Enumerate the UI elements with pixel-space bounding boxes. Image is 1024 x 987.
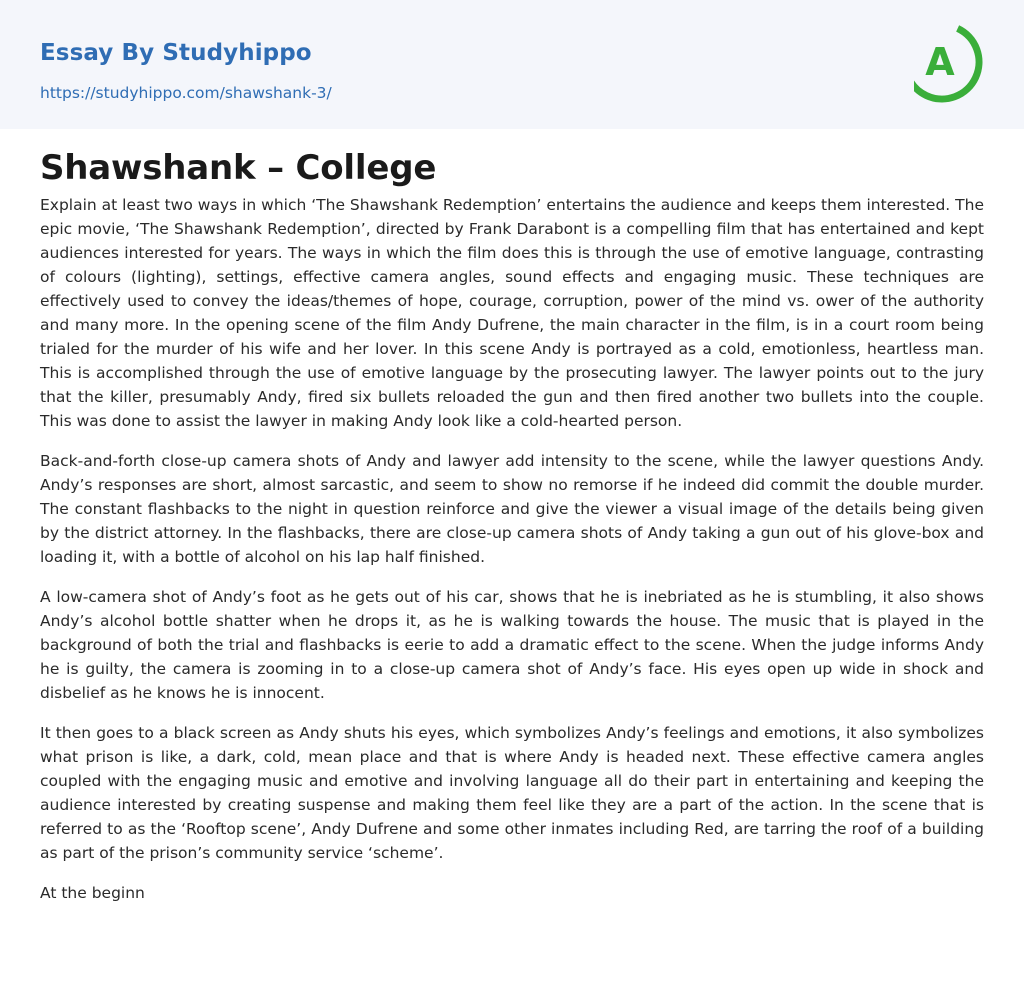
brand-title[interactable]: Essay By Studyhippo [40, 40, 312, 66]
essay-url-link[interactable]: https://studyhippo.com/shawshank-3/ [40, 84, 332, 102]
article-paragraph: A low-camera shot of Andy’s foot as he gets out of his car, shows that he is inebriated as he is stumbling, it also shows Andy’s alcohol bottle shatter when he drops it, as he is walking towards the house. The music that is played in the background of both the trial and flashbacks is eerie to add a dramatic effect to the scene. When the judge informs Andy he is guilty, the camera is zooming in to a close-up camera shot of Andy’s face. His eyes open up wide in shock and disbelief as he knows he is innocent. [40, 588, 984, 702]
page-title: Shawshank – College [40, 148, 437, 188]
studyhippo-logo-icon[interactable] [914, 20, 984, 104]
article-paragraph: It then goes to a black screen as Andy shuts his eyes, which symbolizes Andy’s feelings and emotions, it also symbolizes what prison is like, a dark, cold, mean place and that is where Andy is headed next. These effective camera angles coupled with the engaging music and emotive and involving language all do their part in entertaining and keeping the audience interested by creating suspense and making them feel like they are a part of the action. In the scene that is referred to as the ‘Rooftop scene’, Andy Dufrene and some other inmates including Red, are tarring the roof of a building as part of the prison’s community service ‘scheme’. [40, 724, 984, 862]
article-content [0, 129, 1024, 905]
site-header [0, 0, 1024, 129]
article-paragraph: Back-and-forth close-up camera shots of Andy and lawyer add intensity to the scene, while the lawyer questions Andy. Andy’s responses are short, almost sarcastic, and seem to show no remorse if he indeed did commit the double murder. The constant flashbacks to the night in question reinforce and give the viewer a visual image of the details being given by the district attorney. In the flashbacks, there are close-up camera shots of Andy taking a gun out of his glove-box and loading it, with a bottle of alcohol on his lap half finished. [40, 452, 984, 566]
article-paragraph-truncated: At the beginn [40, 884, 145, 902]
article-paragraph: Explain at least two ways in which ‘The Shawshank Redemption’ entertains the audience and keeps them interested. The epic movie, ‘The Shawshank Redemption’, directed by Frank Darabont is a compelling film that has entertained and kept audiences interested for years. The ways in which the film does this is through the use of emotive language, contrasting of colours (lighting), settings, effective camera angles, sound effects and engaging music. These techniques are effectively used to convey the ideas/themes of hope, courage, corruption, power of the mind vs. ower of the authority and many more. In the opening scene of the film Andy Dufrene, the main character in the film, is in a court room being trialed for the murder of his wife and her lover. In this scene Andy is portrayed as a cold, emotionless, heartless man. This is accomplished through the use of emotive language by the prosecuting lawyer. The lawyer points out to the jury that the killer, presumably Andy, fired six bullets reloaded the gun and then fired another two bullets into the couple. This was done to assist the lawyer in making Andy look like a cold-hearted person. [40, 196, 984, 430]
logo-letter: A [925, 40, 955, 84]
